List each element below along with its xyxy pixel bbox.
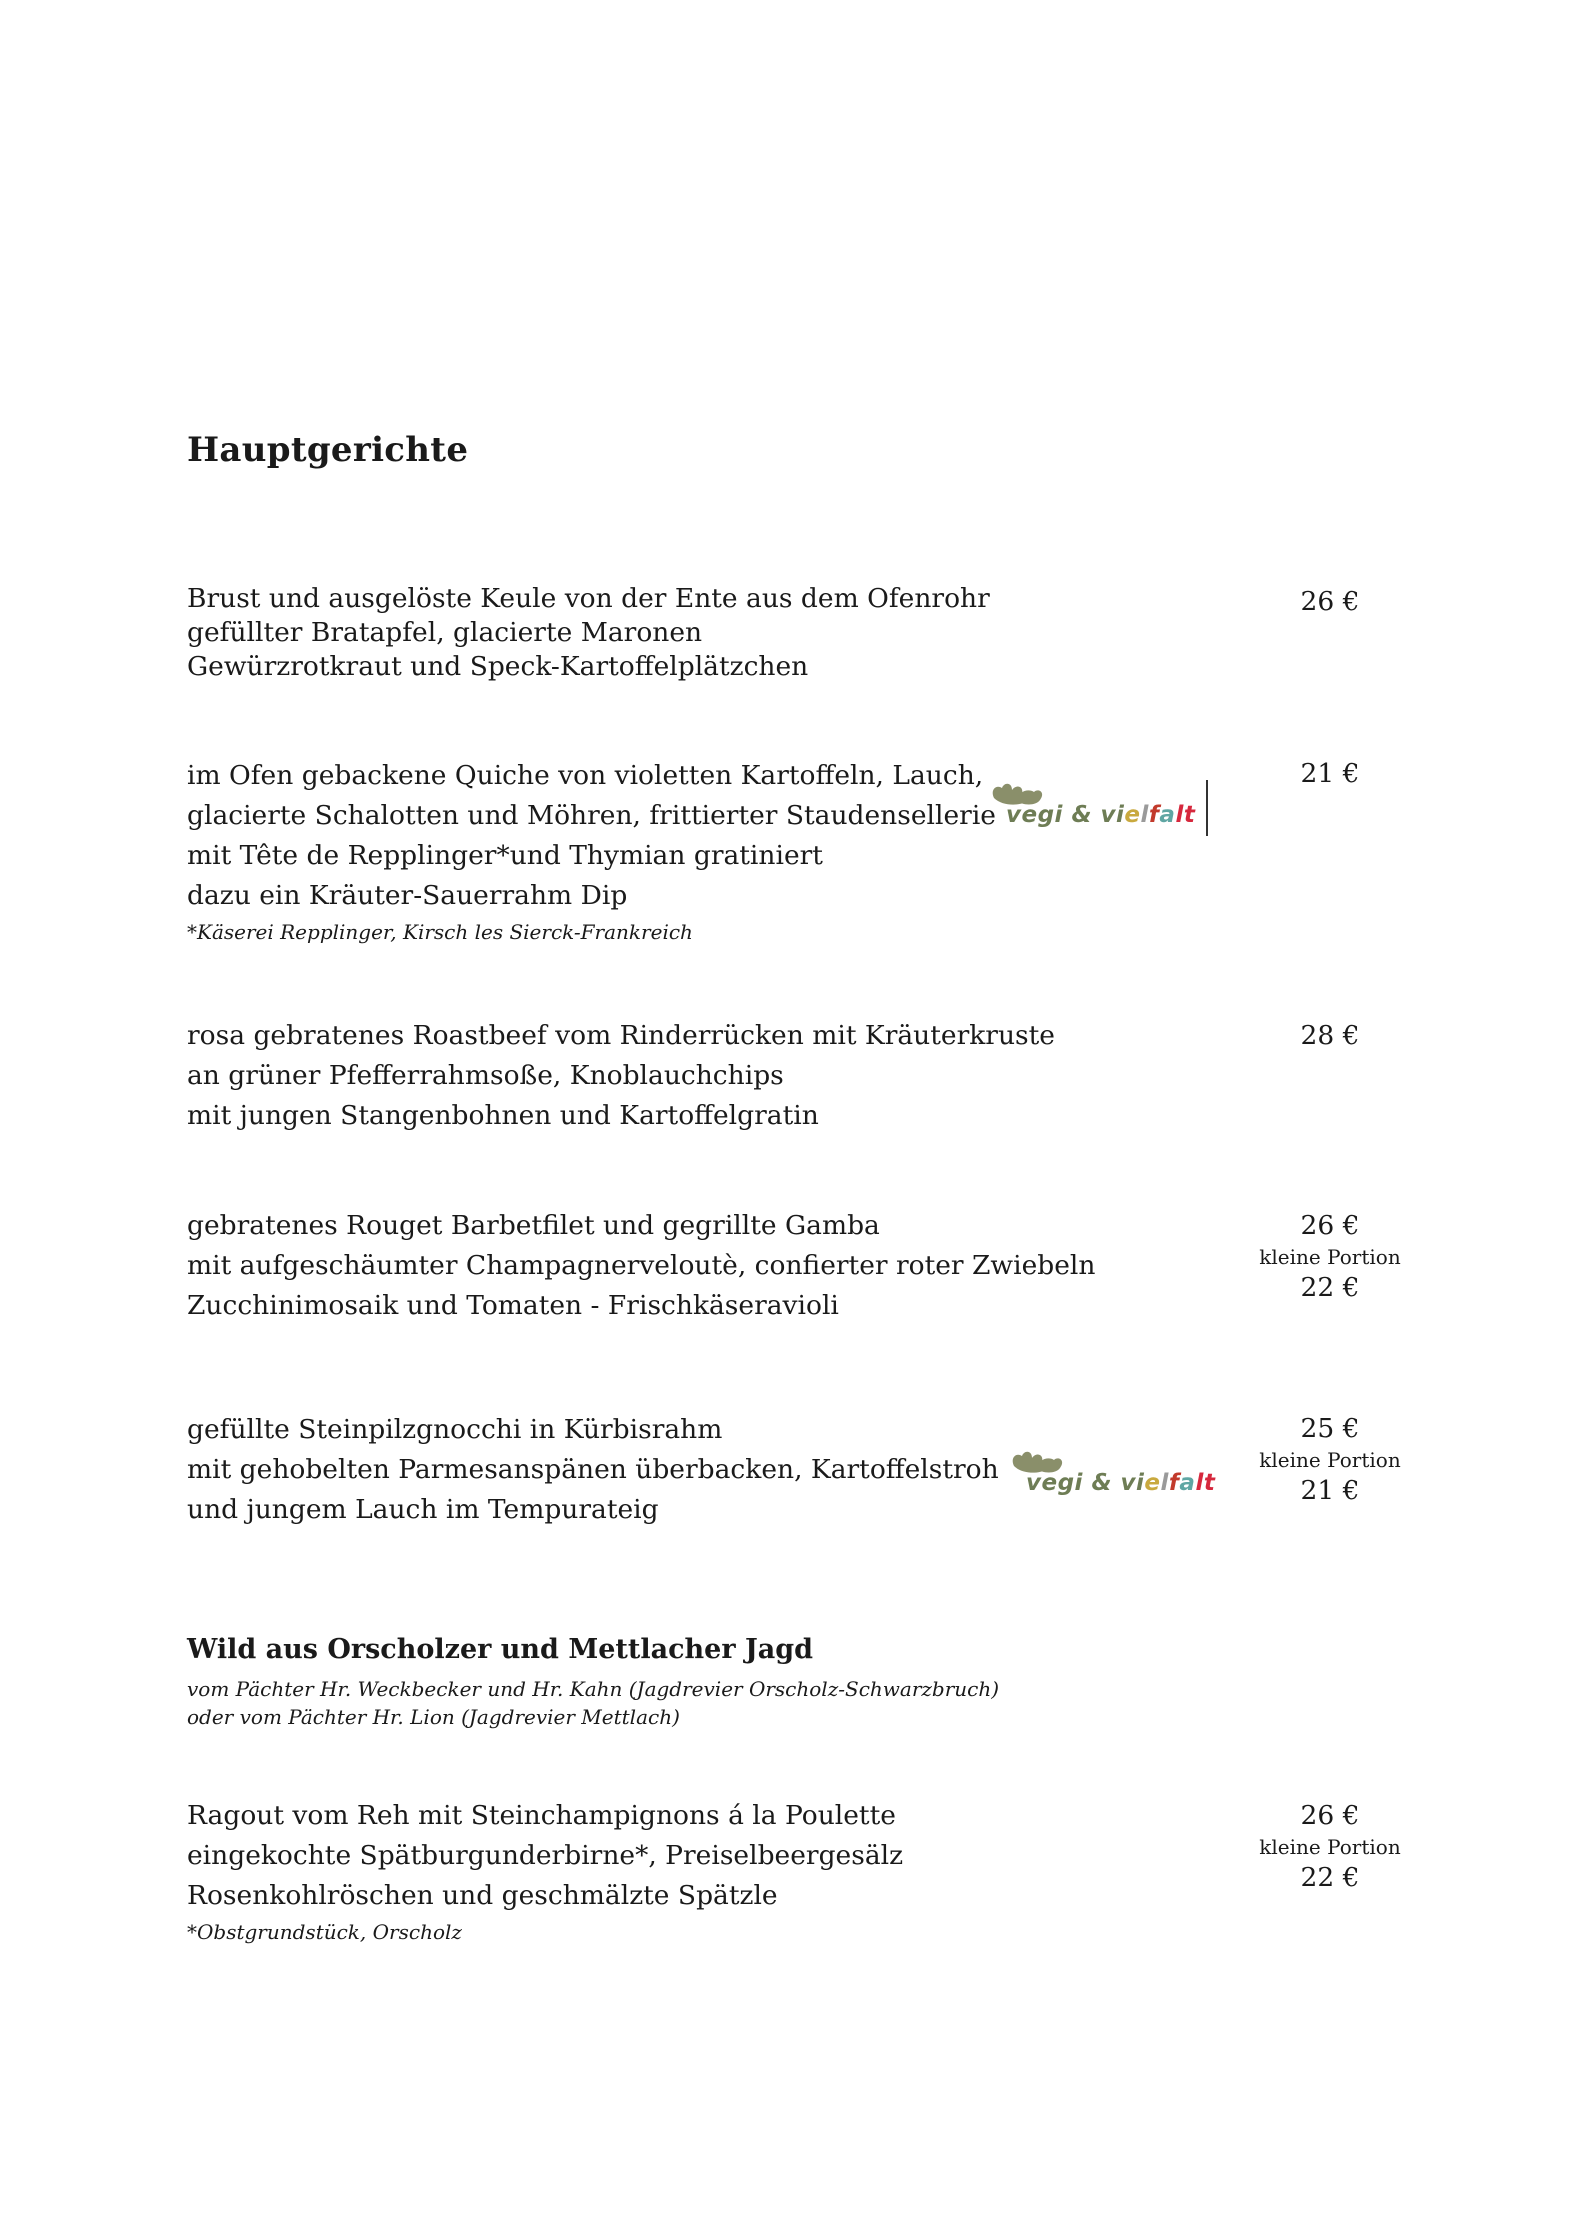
section-note (187, 1675, 999, 1731)
price: 26 € (1300, 1800, 1360, 1831)
dish-line: mit gehobelten Parmesanspänen überbacken, Kartoffelstroh (187, 1454, 999, 1485)
section-note-line: oder vom Pächter Hr. Lion (Jagdrevier Mettlach) (187, 1705, 680, 1729)
dish-duck (187, 582, 990, 684)
logo-text: e (1124, 802, 1141, 828)
logo-text: vegi & vi (1026, 1470, 1145, 1496)
vegi-vielfalt-logo (988, 780, 1208, 840)
price: 25 € (1300, 1413, 1360, 1444)
logo-text: lt (1175, 802, 1196, 828)
dish-line: dazu ein Kräuter-Sauerrahm Dip (187, 880, 628, 911)
small-portion-label: kleine Portion (1259, 1448, 1401, 1472)
dish-quiche-price (1250, 758, 1410, 790)
section-heading: Wild aus Orscholzer und Mettlacher Jagd (187, 1634, 813, 1665)
dish-duck-price (1250, 586, 1410, 618)
dish-roastbeef (187, 1016, 1055, 1136)
logo-wordmark (1026, 1470, 1215, 1496)
dish-reh-price (1250, 1800, 1410, 1894)
dish-footnote: *Käserei Repplinger, Kirsch les Sierck-Frankreich (187, 920, 693, 944)
logo-text: a (1159, 802, 1176, 828)
dish-gnocchi-price (1250, 1413, 1410, 1507)
price: 21 € (1300, 758, 1360, 789)
logo-text: l (1140, 802, 1149, 828)
small-portion-price: 22 € (1300, 1862, 1360, 1893)
dish-line: mit jungen Stangenbohnen und Kartoffelgratin (187, 1100, 819, 1131)
dish-line: Brust und ausgelöste Keule von der Ente aus dem Ofenrohr (187, 583, 990, 614)
dish-quiche (187, 756, 996, 948)
dish-line: und jungem Lauch im Tempurateig (187, 1494, 659, 1525)
page-title: Hauptgerichte (187, 430, 469, 470)
logo-text: e (1144, 1470, 1161, 1496)
logo-text: a (1179, 1470, 1196, 1496)
logo-text: f (1168, 1470, 1180, 1496)
dish-line: Ragout vom Reh mit Steinchampignons á la Poulette (187, 1800, 896, 1831)
logo-text: lt (1195, 1470, 1216, 1496)
dish-footnote: *Obstgrundstück, Orscholz (187, 1920, 462, 1944)
dish-line: gebratenes Rouget Barbetfilet und gegrillte Gamba (187, 1210, 880, 1241)
logo-divider (1206, 780, 1208, 836)
small-portion-price: 21 € (1300, 1475, 1360, 1506)
dish-gnocchi (187, 1410, 999, 1530)
dish-line: mit aufgeschäumter Champagnerveloutè, confierter roter Zwiebeln (187, 1250, 1096, 1281)
dish-rouget-price (1250, 1210, 1410, 1304)
price: 26 € (1300, 1210, 1360, 1241)
small-portion-price: 22 € (1300, 1272, 1360, 1303)
dish-line: an grüner Pfefferrahmsoße, Knoblauchchips (187, 1060, 784, 1091)
dish-line: mit Tête de Repplinger*und Thymian gratiniert (187, 840, 823, 871)
dish-rouget (187, 1206, 1095, 1326)
dish-line: Zucchinimosaik und Tomaten - Frischkäseravioli (187, 1290, 839, 1321)
vegi-vielfalt-logo (1008, 1448, 1218, 1508)
section-note-line: vom Pächter Hr. Weckbecker und Hr. Kahn (Jagdrevier Orscholz-Schwarzbruch) (187, 1677, 1000, 1701)
dish-line: rosa gebratenes Roastbeef vom Rinderrücken mit Kräuterkruste (187, 1020, 1055, 1051)
logo-text: f (1148, 802, 1160, 828)
logo-wordmark (1006, 802, 1195, 828)
dish-line: Gewürzrotkraut und Speck-Kartoffelplätzchen (187, 651, 809, 682)
dish-roastbeef-price (1250, 1020, 1410, 1052)
dish-reh (187, 1796, 903, 1948)
dish-line: gefüllte Steinpilzgnocchi in Kürbisrahm (187, 1414, 723, 1445)
dish-line: glacierte Schalotten und Möhren, frittierter Staudensellerie (187, 800, 996, 831)
logo-text: l (1160, 1470, 1169, 1496)
price: 26 € (1300, 586, 1360, 617)
dish-line: Rosenkohlröschen und geschmälzte Spätzle (187, 1880, 778, 1911)
small-portion-label: kleine Portion (1259, 1245, 1401, 1269)
dish-line: im Ofen gebackene Quiche von violetten Kartoffeln, Lauch, (187, 760, 984, 791)
dish-line: gefüllter Bratapfel, glacierte Maronen (187, 617, 703, 648)
small-portion-label: kleine Portion (1259, 1835, 1401, 1859)
dish-line: eingekochte Spätburgunderbirne*, Preiselbeergesälz (187, 1840, 904, 1871)
price: 28 € (1300, 1020, 1360, 1051)
logo-text: vegi & vi (1006, 802, 1125, 828)
